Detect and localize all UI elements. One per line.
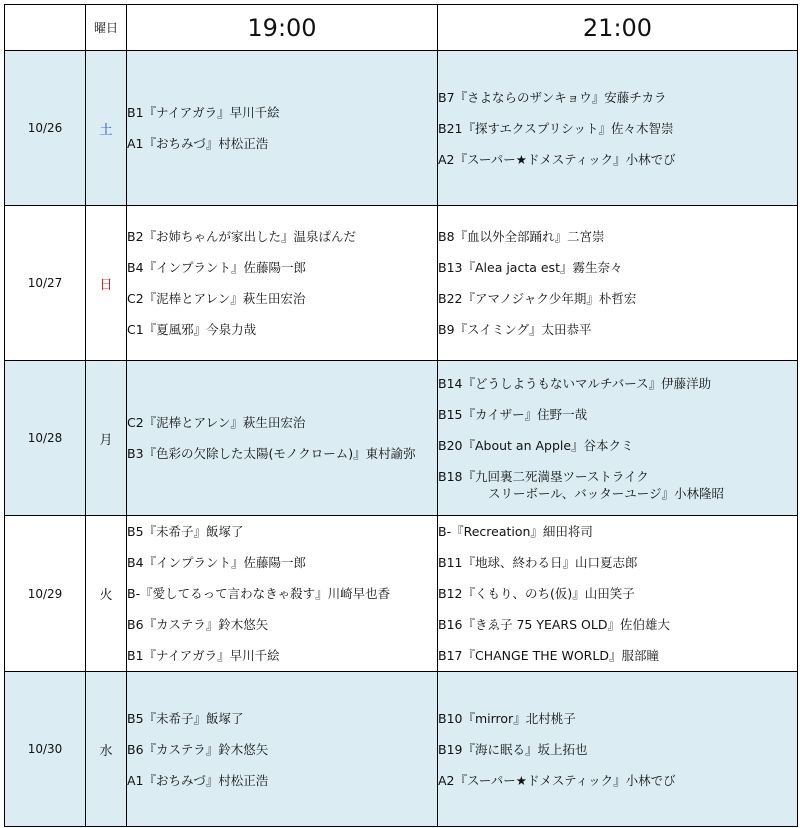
- program-entry: B1『ナイアガラ』早川千絵: [127, 648, 280, 663]
- table-row: [5, 51, 798, 206]
- program-line-2: スリーボール、バッターユージ』小林隆昭: [488, 485, 725, 501]
- program-entry: A1『おちみづ』村松正浩: [127, 136, 269, 151]
- program-entry: C2『泥棒とアレン』萩生田宏治: [127, 415, 306, 430]
- program-entry: B9『スイミング』太田恭平: [438, 322, 592, 337]
- program-entry: B21『探すエクスプリシット』佐々木智崇: [438, 120, 674, 136]
- slot-2100-cell: [438, 361, 798, 516]
- program-entry: B5『未希子』飯塚了: [127, 710, 244, 726]
- program-entry-multiline: [438, 461, 797, 509]
- date-cell: 10/30: [5, 672, 86, 827]
- table-row: [5, 361, 798, 516]
- slot-1900-cell: [127, 206, 438, 361]
- slot-1900-cell: [127, 51, 438, 206]
- weekday-header: 曜日: [86, 5, 127, 51]
- table-row: [5, 516, 798, 672]
- program-entry: B17『CHANGE THE WORLD』服部瞳: [438, 648, 659, 663]
- program-entry: B8『血以外全部踊れ』二宮崇: [438, 229, 605, 244]
- slot-header-1900: 19:00: [127, 5, 438, 51]
- date-cell: 10/27: [5, 206, 86, 361]
- date-cell: 10/29: [5, 516, 86, 672]
- program-entry: B3『色彩の欠除した太陽(モノクローム)』東村諭弥: [127, 446, 416, 461]
- program-entry: B22『アマノジャク少年期』朴哲宏: [438, 291, 637, 306]
- weekday-cell: 火: [86, 516, 127, 672]
- program-entry: B19『海に眠る』坂上拓也: [438, 741, 588, 757]
- program-entry: B-『Recreation』細田将司: [438, 524, 593, 539]
- slot-2100-cell: [438, 206, 798, 361]
- date-cell: 10/26: [5, 51, 86, 206]
- program-entry: B5『未希子』飯塚了: [127, 524, 244, 539]
- date-cell: 10/28: [5, 361, 86, 516]
- program-entry: C2『泥棒とアレン』萩生田宏治: [127, 291, 306, 306]
- program-entry: B1『ナイアガラ』早川千絵: [127, 105, 280, 120]
- program-entry: C1『夏風邪』今泉力哉: [127, 322, 257, 337]
- program-entry: B6『カステラ』鈴木悠矢: [127, 617, 269, 632]
- corner-cell: [5, 5, 86, 51]
- slot-2100-cell: [438, 672, 798, 827]
- program-entry: B20『About an Apple』谷本クミ: [438, 437, 634, 453]
- program-line-1: B18『九回裏二死満塁ツーストライク: [438, 468, 649, 484]
- slot-2100-cell: [438, 51, 798, 206]
- program-entry: A2『スーパー★ドメスティック』小林でび: [438, 772, 676, 788]
- program-entry: B14『どうしようもないマルチバース』伊藤洋助: [438, 375, 712, 391]
- weekday-cell: 土: [86, 51, 127, 206]
- table-row: [5, 206, 798, 361]
- slot-1900-cell: [127, 672, 438, 827]
- program-entry: A1『おちみづ』村松正浩: [127, 772, 269, 788]
- program-entry: B2『お姉ちゃんが家出した』温泉ぱんだ: [127, 229, 357, 244]
- weekday-cell: 水: [86, 672, 127, 827]
- schedule-table: [4, 4, 798, 827]
- program-entry: B10『mirror』北村桃子: [438, 710, 576, 726]
- slot-2100-cell: [438, 516, 798, 672]
- weekday-cell: 日: [86, 206, 127, 361]
- slot-header-2100: 21:00: [438, 5, 798, 51]
- program-entry: B13『Alea jacta est』霧生奈々: [438, 260, 623, 275]
- program-entry: B-『愛してるって言わなきゃ殺す』川崎早也香: [127, 586, 391, 601]
- program-entry: B4『インプラント』佐藤陽一郎: [127, 260, 307, 275]
- program-entry: B6『カステラ』鈴木悠矢: [127, 741, 269, 757]
- weekday-cell: 月: [86, 361, 127, 516]
- header-row: [5, 5, 798, 51]
- slot-1900-cell: [127, 361, 438, 516]
- program-entry: B11『地球、終わる日』山口夏志郎: [438, 555, 638, 570]
- program-entry: B4『インプラント』佐藤陽一郎: [127, 555, 307, 570]
- program-entry: B12『くもり、のち(仮)』山田笑子: [438, 586, 635, 601]
- slot-1900-cell: [127, 516, 438, 672]
- program-entry: A2『スーパー★ドメスティック』小林でび: [438, 151, 676, 167]
- program-entry: B15『カイザー』住野一哉: [438, 406, 588, 422]
- table-row: [5, 672, 798, 827]
- program-entry: B16『きゑ子 75 YEARS OLD』佐伯雄大: [438, 617, 670, 632]
- program-entry: B7『さよならのザンキョウ』安藤チカラ: [438, 89, 667, 105]
